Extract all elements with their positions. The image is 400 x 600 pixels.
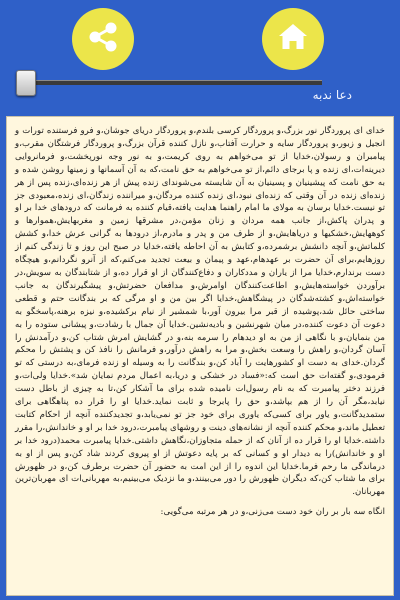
- share-icon: [84, 18, 122, 60]
- prayer-content[interactable]: [6, 116, 394, 596]
- prayer-instruction: انگاه سه بار بر ران خود دست می‌زنی،و در هر مرتبه می‌گویی:: [160, 507, 385, 518]
- top-bar: [0, 0, 400, 120]
- share-button[interactable]: [72, 8, 134, 70]
- audio-progress-track[interactable]: [18, 80, 322, 85]
- home-button[interactable]: [262, 8, 324, 70]
- prayer-text: خدای ای پروردگار نور بزرگ،و پروردگار کرسی بلندم،و پروردگار دریای جوشان،و فرو فرستنده تورات و انجیل و زبور،و پروردگار سایه و حرارت آفتاب،و نازل کننده قرآن بزرگ،و پروردگار فرشتگان مقرب،و پیامبران و رسولان،خدایا از تو می‌خواهم به روی کریمت،و به نور وجه نورپخشت،و فرمانروایی دیرینه‌ات،ای زنده و پا برجای دائم،از تو می‌خواهم به حق نامت،که به آن آسمانها و زمینها روشن شده و به حق نامت که پیشینیان و پسینیان به آن شایسته می‌شوندای زنده پیش از هر زنده‌ای،زنده پس از هر زنده‌ای زنده در آن وقتی که زنده‌ای نبود،ای زنده کننده مردگان،و میراننده زندگان،ای زنده،معبودی جز تو نیست.خدایا برسان به مولای ما امام راهنما هدایت یافته،قیام کننده به فرمانت که درودهای خدا بر او و پدران پاکش،از جانب همه مردان و زنان مؤمن،در مشرقها زمین و مغربهایش،هموارها و کوههایش،خشکیها و دریاهایش،و از طرف من و پدر و مادرم،از درودها به گرانی عرش خدا،و کشش کلماتش،و آنچه دانشش برشمرده،و کتابش به آن احاطه یافته،خدایا در صبح این روز و تا زندگی کنم از روزهایم،برای آن حضرت بر عهدهام،عهد و پیمان و بیعت تجدید می‌کنم،که از آنرو نگردانم،و هیچگاه دست برندارم،خدایا مرا از یاران و مددکاران و دفاع‌کنندگان از او قرار ده،و از شتابندگان به سویش،در برآوردن خواسته‌هایش،و اطاعت‌کنندگان اوامرش،و مدافعان حضرتش،و پیشگیرندگان به جانب خواسته‌اش،و کشته‌شدگان در پیشگاهش،خدایا اگر بین من و او مرگی که بر بندگانت حتم و قطعی ساختی حائل شد،پوشیده از قبر مرا بیرون آور،با شمشیر از نیام برکشیده،و نیزه برهنه،پاسخگو به دعوت آن دعوت کننده،در میان شهرنشین و بادیه‌نشین.خدایا آن جمال با رشادت،و پیشانی ستوده را به من بنمایان،و با نگاهی از من به او دیدهام را سرمه بنه،و در گشایش امرش شتاب کن،و درآمدنش را آسان گردان،و راهش را وسعت بخش،و مرا به راهش درآور،و فرمانش را نافذ کن و پشتش را محکم گردان.خدای به دست او کشورهایت را آباد کن،و بندگانت را به وسیله او زنده فرمای،به درستی که تو فرمودی،و گفته‌ات حق است که:«فساد در خشکی و دریا،به اعمال مردم نمایان شد».خدایا ولی‌ات،و فرزند دختر پیامبرت که به نام رسول‌ات نامیده شده برای ما آشکار کن،تا به چیزی از باطل دست نیابد،مگر آن را از هم بپاشد،و حق را پابرجا و ثابت نماید.خدایا او را قرار ده پناهگاهی برای ستمدیدگانت،و یاور برای کسی‌که یاوری برای خود جز تو نمی‌یابد،و تجدیدکننده آنچه از احکام کتابت تعطیل ماند،و محکم کننده آنچه از نشانه‌های دینت و روشهای پیامبرت،درود خدا بر او و خاندانش،را مقرر داشته.خدایا او را قرار ده از آنان که از حمله متجاوزان،نگاهش داشتی.خدایا پیامبرت محمد(درود خدا بر او و خاندانش)را به دیدار او و کسانی که بر پایه دعوتش از او پیروی کردند شاد کن،و پس از او به درماندگی ما رحم فرما.خدایا این اندوه را از این امت به حضور آن حضرت برطرف کن،و در ظهورش برای ما شتاب کن،که دیگران ظهورش را دور می‌بینند،و ما نزدیک می‌بینیم،به مهربانی‌ات ای مهربان‌ترین مهربانان.: [15, 126, 385, 498]
- audio-progress-thumb[interactable]: [16, 70, 36, 96]
- page-title: دعا ندبه: [312, 88, 352, 102]
- home-icon: [275, 19, 311, 59]
